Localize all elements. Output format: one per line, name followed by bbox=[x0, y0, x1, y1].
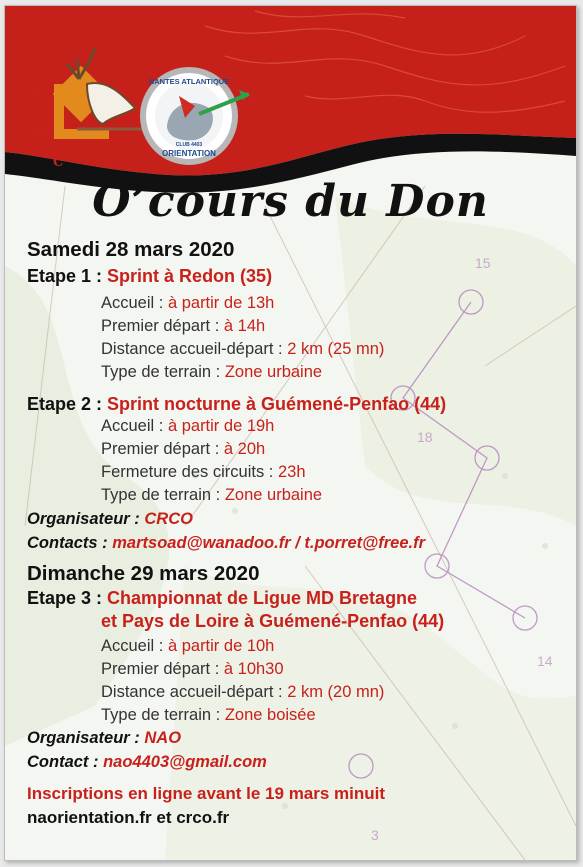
detail-value: à partir de 13h bbox=[167, 294, 275, 312]
stage-1-heading bbox=[27, 266, 272, 287]
detail-value: Zone urbaine bbox=[224, 363, 323, 381]
detail-key: Distance accueil-départ : bbox=[101, 340, 288, 358]
stage-2-detail bbox=[101, 486, 322, 505]
svg-text:3: 3 bbox=[371, 827, 379, 843]
organizer-key: Organisateur : bbox=[27, 510, 145, 528]
stage-2-detail bbox=[101, 440, 265, 459]
stage-2-detail bbox=[101, 463, 306, 482]
detail-key: Premier départ : bbox=[101, 440, 224, 458]
detail-value: 23h bbox=[277, 463, 306, 481]
nao-logo bbox=[139, 66, 269, 166]
detail-value: 2 km (25 mn) bbox=[287, 340, 385, 358]
stage-3-heading-cont bbox=[101, 611, 444, 632]
saturday-contacts bbox=[27, 534, 425, 553]
detail-key: Accueil : bbox=[101, 294, 168, 312]
detail-key: Accueil : bbox=[101, 417, 168, 435]
stage-2-heading bbox=[27, 394, 446, 415]
contact-key: Contact : bbox=[27, 753, 104, 771]
detail-value: Zone urbaine bbox=[224, 486, 323, 504]
stage-3-detail bbox=[101, 637, 274, 656]
detail-value: 2 km (20 mn) bbox=[287, 683, 385, 701]
contacts-key: Contacts : bbox=[27, 534, 113, 552]
organizer-key: Organisateur : bbox=[27, 729, 145, 747]
stage-3-detail bbox=[101, 660, 284, 679]
organizer-value: NAO bbox=[144, 729, 182, 747]
detail-key: Premier départ : bbox=[101, 317, 224, 335]
registration-notice: Inscriptions en ligne avant le 19 mars minuit bbox=[27, 784, 386, 803]
detail-value: à 14h bbox=[223, 317, 266, 335]
crco-letter-r: R bbox=[33, 126, 44, 141]
detail-value: à partir de 19h bbox=[167, 417, 275, 435]
detail-key: Type de terrain : bbox=[101, 363, 225, 381]
detail-value: à 10h30 bbox=[223, 660, 284, 678]
stage-3-detail bbox=[101, 706, 316, 725]
detail-key: Accueil : bbox=[101, 637, 168, 655]
sunday-contact bbox=[27, 753, 267, 772]
stage-2-name: Sprint nocturne à Guémené-Penfao (44) bbox=[107, 394, 447, 414]
detail-key: Fermeture des circuits : bbox=[101, 463, 278, 481]
svg-text:18: 18 bbox=[417, 429, 433, 445]
crco-letter-c2: C bbox=[53, 155, 64, 170]
detail-key: Distance accueil-départ : bbox=[101, 683, 288, 701]
contacts-value: martsoad@wanadoo.fr / t.porret@free.fr bbox=[112, 534, 425, 552]
websites-text: naorientation.fr et crco.fr bbox=[27, 808, 230, 827]
stage-2-label: Etape 2 : bbox=[27, 394, 103, 414]
detail-key: Type de terrain : bbox=[101, 706, 225, 724]
crco-logo bbox=[17, 44, 147, 184]
stage-1-detail bbox=[101, 363, 322, 382]
detail-key: Type de terrain : bbox=[101, 486, 225, 504]
svg-text:15: 15 bbox=[475, 255, 491, 271]
event-poster bbox=[4, 5, 577, 861]
nao-logo-top-text: NANTES ATLANTIQUE bbox=[148, 77, 230, 86]
stage-1-detail bbox=[101, 340, 384, 359]
stage-1-detail bbox=[101, 317, 265, 336]
detail-value: à partir de 10h bbox=[167, 637, 275, 655]
poster-title: O’cours du Don bbox=[92, 176, 489, 227]
stage-3-name-line1: Championnat de Ligue MD Bretagne bbox=[107, 588, 418, 608]
stage-3-heading bbox=[27, 588, 417, 609]
stage-1-label: Etape 1 : bbox=[27, 266, 103, 286]
nao-logo-club-text: CLUB 4403 bbox=[175, 142, 203, 148]
stage-1-name: Sprint à Redon (35) bbox=[107, 266, 273, 286]
saturday-date: Samedi 28 mars 2020 bbox=[27, 238, 235, 261]
crco-letter-o: O bbox=[103, 155, 115, 170]
sunday-date: Dimanche 29 mars 2020 bbox=[27, 562, 260, 585]
detail-key: Premier départ : bbox=[101, 660, 224, 678]
sunday-organizer bbox=[27, 729, 181, 748]
crco-letter-c1: C bbox=[31, 85, 42, 100]
detail-value: à 20h bbox=[223, 440, 266, 458]
stage-1-detail bbox=[101, 294, 274, 313]
saturday-organizer bbox=[27, 510, 193, 529]
organizer-value: CRCO bbox=[144, 510, 193, 528]
stage-2-detail bbox=[101, 417, 274, 436]
svg-text:14: 14 bbox=[537, 653, 553, 669]
stage-3-detail bbox=[101, 683, 384, 702]
stage-3-name-line2: et Pays de Loire à Guémené-Penfao (44) bbox=[101, 611, 445, 631]
stage-3-label: Etape 3 : bbox=[27, 588, 103, 608]
detail-value: Zone boisée bbox=[224, 706, 316, 724]
contact-value: nao4403@gmail.com bbox=[103, 753, 267, 771]
nao-logo-bottom-text: ORIENTATION bbox=[162, 149, 216, 158]
